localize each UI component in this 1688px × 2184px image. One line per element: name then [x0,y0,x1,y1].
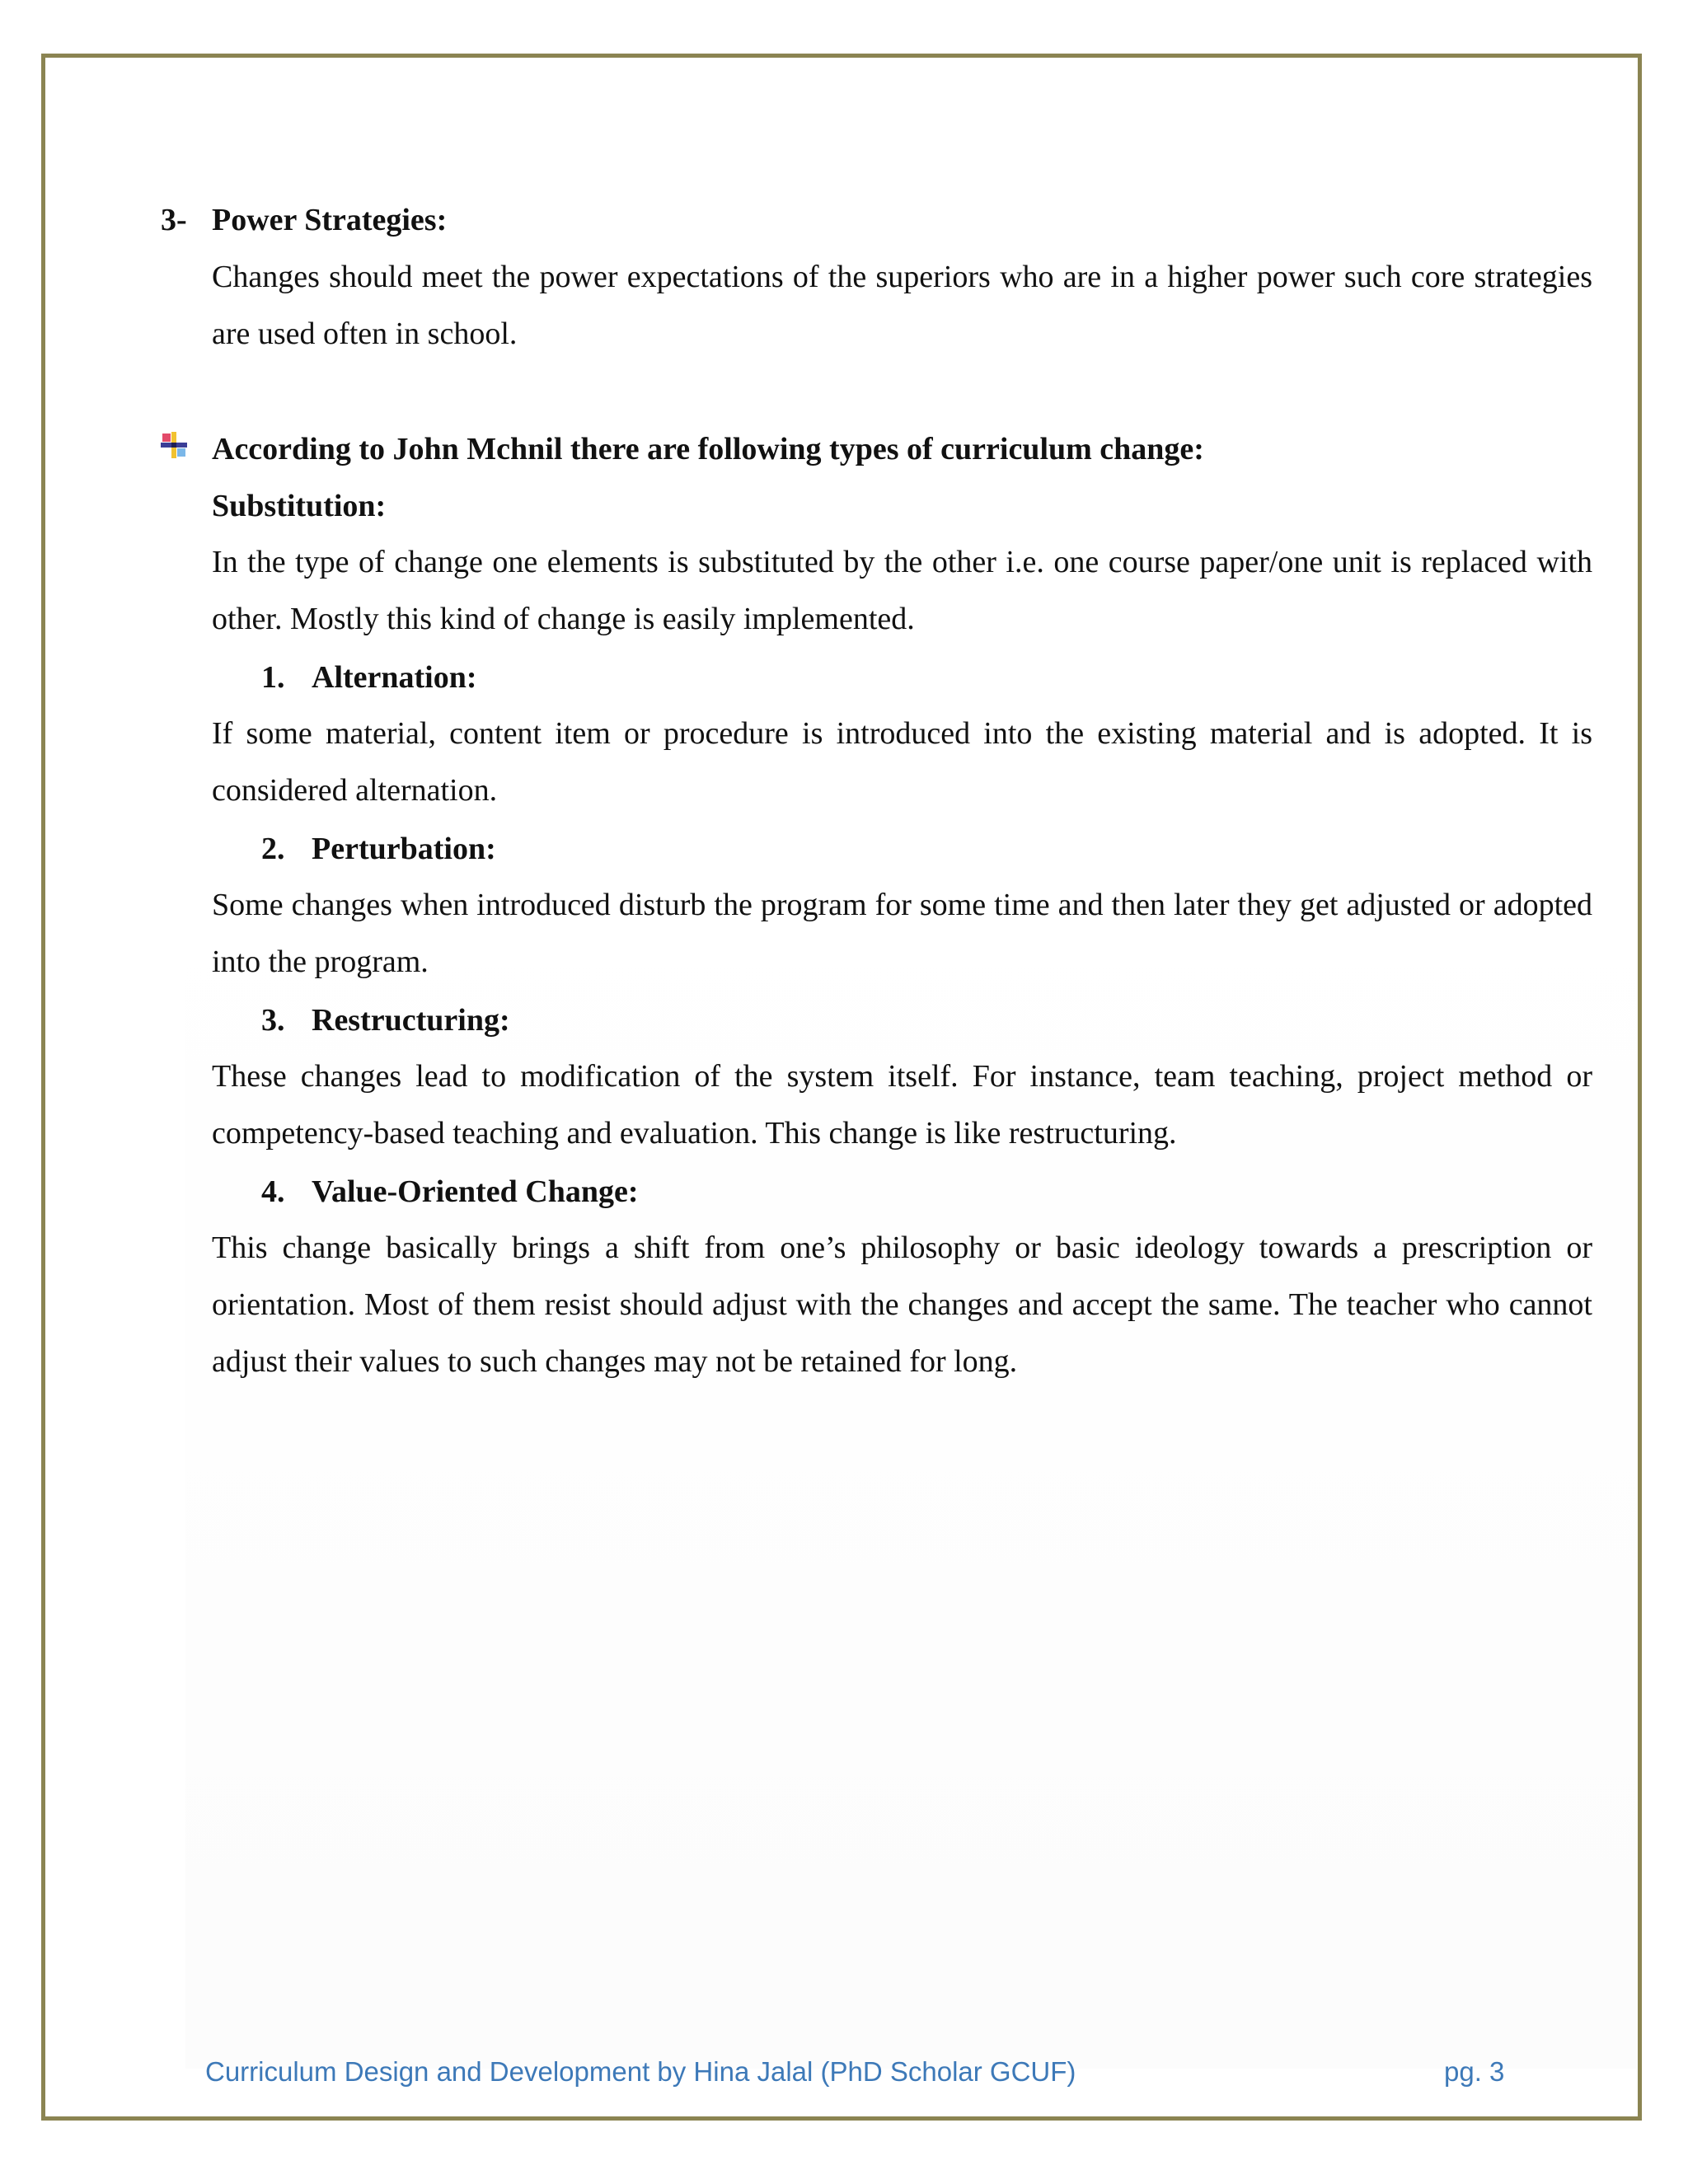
item-title: Restructuring: [312,1003,510,1038]
section-heading: Power Strategies: [212,203,448,237]
item-number: 3. [261,1003,285,1038]
item-title: Alternation: [312,660,477,695]
item-number: 1. [261,660,285,695]
item-number: 4. [261,1174,285,1209]
item-body: These changes lead to modification of the system itself. For instance, team teaching, project method or competency-based teaching and evaluation. This change is like restructuring. [212,1059,1592,1151]
section-number: 3- [161,203,187,237]
section-body: Changes should meet the power expectations of the superiors who are in a higher power such core strategies are used often in school. [212,260,1592,351]
footer-title: Curriculum Design and Development by Hina Jalal (PhD Scholar GCUF) [205,2056,1076,2087]
types-heading: According to John Mchnil there are following types of curriculum change: [212,432,1204,466]
substitution-heading: Substitution: [212,489,387,523]
item-body: Some changes when introduced disturb the program for some time and then later they get adjusted or adopted into the program. [212,888,1592,979]
item-body: This change basically brings a shift from one’s philosophy or basic ideology towards a prescription or orientation. Most of them resist should adjust with the changes and accept the same. The teacher who cannot adjust their values to such changes may not be retained for long. [212,1230,1592,1379]
four-color-cross-bullet-icon [159,430,189,460]
page-shade [185,865,1636,2069]
substitution-body: In the type of change one elements is substituted by the other i.e. one course paper/one unit is replaced with other. Mostly this kind of change is easily implemented. [212,545,1592,636]
item-body: If some material, content item or procedure is introduced into the existing material and is adopted. It is considered alternation. [212,716,1592,808]
item-title: Perturbation: [312,832,496,866]
item-title: Value-Oriented Change: [312,1174,639,1209]
item-number: 2. [261,832,285,866]
page-number: pg. 3 [1444,2056,1505,2087]
